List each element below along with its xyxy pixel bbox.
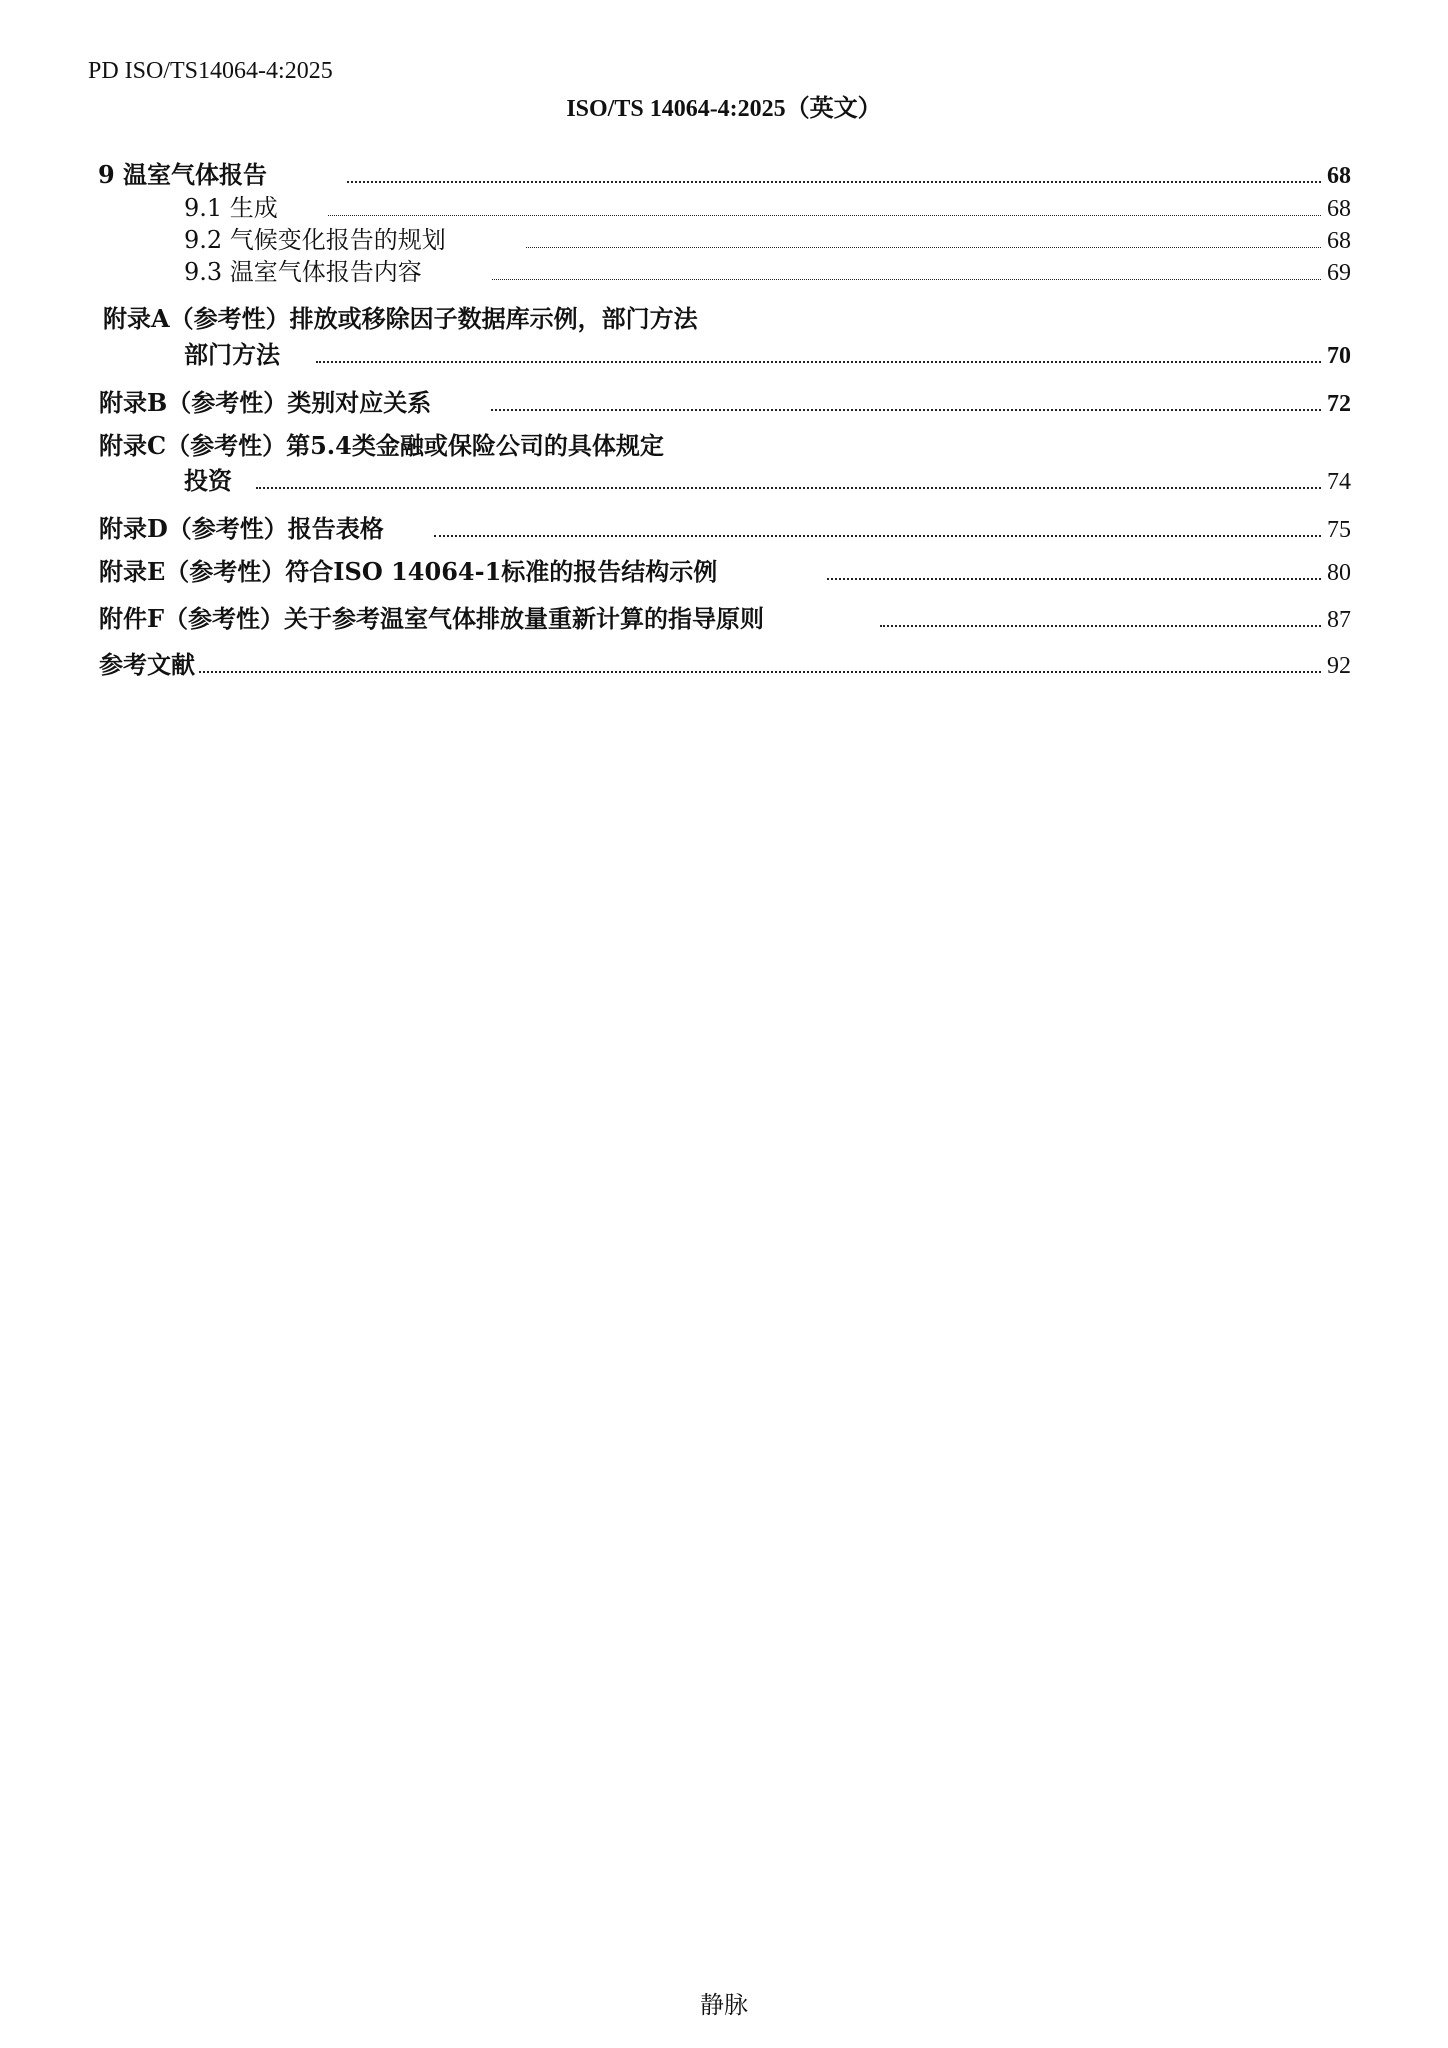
toc-entry-page: 87 xyxy=(1327,607,1351,633)
toc-entry-9-2[interactable] xyxy=(0,225,1448,256)
toc-leader-dots xyxy=(199,671,1321,673)
toc-entry-page: 72 xyxy=(1327,391,1351,417)
toc-entry-title: 9.3 温室气体报告内容 xyxy=(184,258,422,286)
toc-entry-annex-c[interactable] xyxy=(0,466,1448,497)
toc-entry-page: 68 xyxy=(1327,196,1351,222)
toc-entry-page: 68 xyxy=(1327,163,1351,189)
page-footer: 静脉 xyxy=(700,1991,748,2019)
toc-entry-annex-f[interactable] xyxy=(0,604,1448,635)
toc-leader-dots xyxy=(347,181,1321,183)
toc-leader-dots xyxy=(328,215,1321,216)
toc-entry-9[interactable] xyxy=(0,160,1448,191)
toc-entry-page: 69 xyxy=(1327,260,1351,286)
toc-entry-9-3[interactable] xyxy=(0,257,1448,288)
toc-entry-page: 68 xyxy=(1327,228,1351,254)
toc-entry-title: 附件F（参考性）关于参考温室气体排放量重新计算的指导原则 xyxy=(99,604,765,633)
toc-entry-page: 70 xyxy=(1327,343,1351,369)
toc-entry-title: 附录D（参考性）报告表格 xyxy=(99,514,384,543)
toc-leader-dots xyxy=(256,487,1321,489)
toc-entry-annex-a-title[interactable]: 附录A（参考性）排放或移除因子数据库示例，部门方法 xyxy=(103,304,698,333)
document-title: ISO/TS 14064-4:2025（英文） xyxy=(566,96,882,122)
toc-leader-dots xyxy=(316,361,1321,363)
toc-entry-page: 74 xyxy=(1327,469,1351,495)
document-code: PD ISO/TS14064-4:2025 xyxy=(88,58,333,84)
toc-entry-annex-b[interactable] xyxy=(0,388,1448,419)
toc-entry-continuation: 部门方法 xyxy=(184,340,280,369)
toc-leader-dots xyxy=(526,247,1321,248)
toc-entry-annex-e[interactable] xyxy=(0,557,1448,588)
toc-entry-9-1[interactable] xyxy=(0,193,1448,224)
toc-entry-title: 9.1 生成 xyxy=(184,194,278,222)
toc-entry-title: 参考文献 xyxy=(99,650,195,679)
toc-entry-title: 附录B（参考性）类别对应关系 xyxy=(99,388,432,417)
toc-leader-dots xyxy=(880,625,1321,627)
toc-entry-annex-d[interactable] xyxy=(0,514,1448,545)
toc-leader-dots xyxy=(827,578,1321,580)
toc-entry-continuation: 投资 xyxy=(184,466,232,495)
toc-leader-dots xyxy=(434,535,1321,537)
toc-entry-page: 80 xyxy=(1327,560,1351,586)
toc-entry-annex-c-title[interactable]: 附录C（参考性）第5.4类金融或保险公司的具体规定 xyxy=(99,431,664,460)
toc-leader-dots xyxy=(491,409,1321,411)
toc-entry-page: 75 xyxy=(1327,517,1351,543)
toc-leader-dots xyxy=(492,279,1321,280)
toc-entry-title: 9.2 气候变化报告的规划 xyxy=(184,226,446,254)
toc-entry-bibliography[interactable] xyxy=(0,650,1448,681)
toc-entry-title: 附录E（参考性）符合ISO 14064-1标准的报告结构示例 xyxy=(99,557,718,586)
toc-entry-title: 9 温室气体报告 xyxy=(98,160,268,189)
toc-entry-annex-a[interactable] xyxy=(0,340,1448,371)
toc-entry-page: 92 xyxy=(1327,653,1351,679)
